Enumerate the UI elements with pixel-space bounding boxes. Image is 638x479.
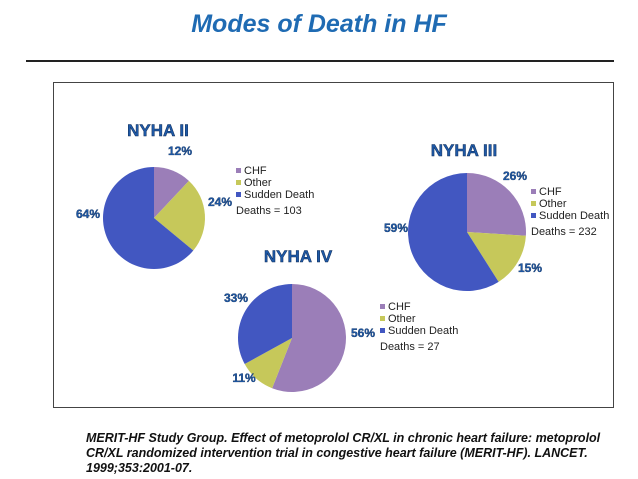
page-title: Modes of Death in HF bbox=[191, 10, 447, 38]
data-label-other: 11% bbox=[232, 371, 256, 385]
legend-swatch-other bbox=[236, 180, 241, 185]
data-label-chf: 56% bbox=[350, 326, 376, 340]
data-label-other: 24% bbox=[207, 195, 233, 209]
legend-entry-sudden-death: Sudden Death bbox=[244, 189, 315, 201]
legend-swatch-chf bbox=[531, 189, 536, 194]
legend-entry-chf: CHF bbox=[244, 165, 267, 177]
legend-entry-sudden-death: Sudden Death bbox=[539, 210, 610, 222]
legend-swatch-other bbox=[531, 201, 536, 206]
legend-entry-other: Other bbox=[539, 198, 567, 210]
legend-entry-chf: CHF bbox=[539, 186, 562, 198]
data-label-sudden-death: 33% bbox=[223, 291, 249, 305]
citation bbox=[86, 431, 626, 476]
data-label-sudden-death: 64% bbox=[75, 207, 101, 221]
legend-swatch-sudden-death bbox=[380, 328, 385, 333]
legend-swatch-chf bbox=[380, 304, 385, 309]
data-label-chf: 12% bbox=[167, 144, 193, 158]
legend-swatch-sudden-death bbox=[531, 213, 536, 218]
legend-entry-other: Other bbox=[388, 313, 416, 325]
deaths-count: Deaths = 232 bbox=[531, 226, 597, 238]
chart-title: NYHA II bbox=[127, 121, 189, 140]
legend-entry-other: Other bbox=[244, 177, 272, 189]
legend-entry-chf: CHF bbox=[388, 301, 411, 313]
pie-chart-nyha-iii bbox=[384, 141, 609, 291]
citation-line-1: MERIT-HF Study Group. Effect of metoprolol CR/XL in chronic heart failure: metoprolol bbox=[86, 431, 601, 445]
legend-entry-sudden-death: Sudden Death bbox=[388, 325, 459, 337]
deaths-count: Deaths = 103 bbox=[236, 205, 302, 217]
chart-title: NYHA III bbox=[430, 141, 498, 160]
chart-title: NYHA IV bbox=[263, 247, 333, 266]
legend-swatch-sudden-death bbox=[236, 192, 241, 197]
legend-swatch-other bbox=[380, 316, 385, 321]
deaths-count: Deaths = 27 bbox=[380, 341, 440, 353]
citation-line-2: CR/XL randomized intervention trial in congestive heart failure (MERIT-HF). LANCET. bbox=[86, 446, 588, 460]
data-label-other: 15% bbox=[517, 261, 543, 275]
data-label-chf: 26% bbox=[502, 169, 528, 183]
citation-line-3: 1999;353:2001-07. bbox=[86, 461, 193, 475]
data-label-sudden-death: 59% bbox=[383, 221, 409, 235]
legend-swatch-chf bbox=[236, 168, 241, 173]
